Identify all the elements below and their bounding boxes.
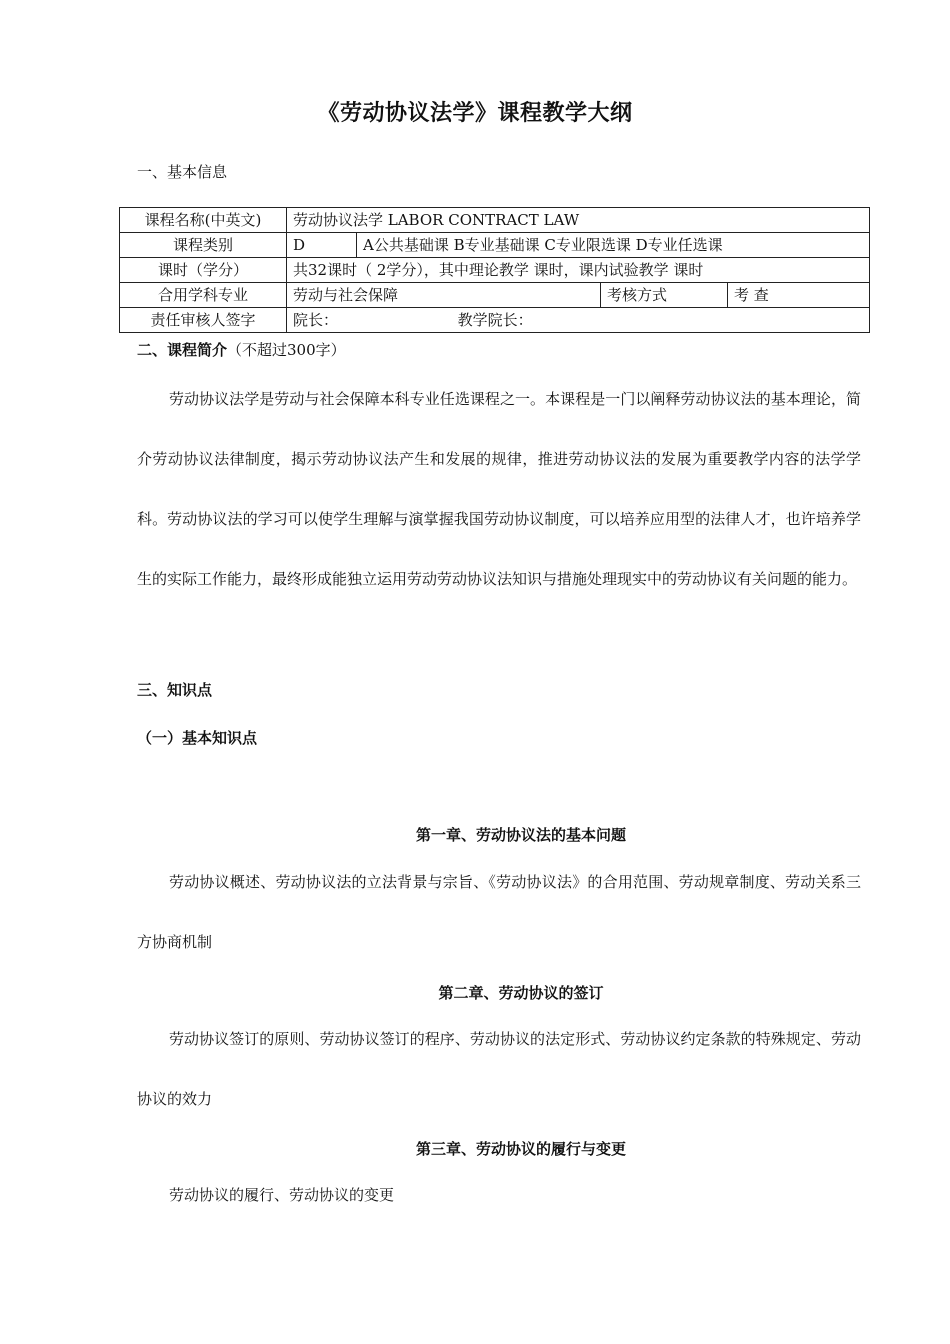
chapter-content: 劳动协议概述、劳动协议法的立法背景与宗旨、《劳动协议法》的合用范围、劳动规章制度、劳动关系三方协商机制 xyxy=(137,873,861,951)
course-category-code: D xyxy=(287,233,357,258)
section-intro-note: （不超过300字） xyxy=(227,341,346,359)
chapter-title: 第一章、劳动协议法的基本问题 xyxy=(415,826,626,844)
major-label: 合用学科专业 xyxy=(120,283,287,308)
signature-fields xyxy=(287,308,870,333)
hours-value: 共32课时（ 2学分），其中理论教学 课时，课内试验教学 课时 xyxy=(287,258,870,283)
table-row xyxy=(120,308,870,333)
chapter-content: 劳动协议的履行、劳动协议的变更 xyxy=(169,1186,395,1204)
course-category-label: 课程类别 xyxy=(120,233,287,258)
table-row xyxy=(120,208,870,233)
assessment-value: 考 查 xyxy=(728,283,870,308)
course-intro-paragraph: 劳动协议法学是劳动与社会保障本科专业任选课程之一。本课程是一门以阐释劳动协议法的基本理论，简介劳动协议法律制度，揭示劳动协议法产生和发展的规律，推进劳动协议法的发展为重要教学内容的法学学科。劳动协议法的学习可以使学生理解与演掌握我国劳动协议制度，可以培养应用型的法律人才，也许培养学生的实际工作能力，最终形成能独立运用劳动劳动协议法知识与措施处理现实中的劳动协议有关问题的能力。 xyxy=(137,390,861,588)
chapter-title: 第三章、劳动协议的履行与变更 xyxy=(415,1140,626,1158)
dean-signature: 院长： xyxy=(293,311,339,329)
table-row xyxy=(120,283,870,308)
section-knowledge-heading: 三、知识点 xyxy=(137,681,213,699)
section-basic-info-heading: 一、基本信息 xyxy=(137,163,228,181)
hours-label: 课时（学分） xyxy=(120,258,287,283)
section-intro-title: 二、课程简介 xyxy=(137,341,228,359)
chapter-title: 第二章、劳动协议的签订 xyxy=(438,984,604,1002)
chapter-content: 劳动协议签订的原则、劳动协议签订的程序、劳动协议的法定形式、劳动协议约定条款的特殊规定、劳动协议的效力 xyxy=(137,1030,861,1108)
table-row xyxy=(120,233,870,258)
table-row xyxy=(120,258,870,283)
subsection-basic-knowledge-heading: （一）基本知识点 xyxy=(137,729,258,747)
major-value: 劳动与社会保障 xyxy=(287,283,601,308)
assessment-label: 考核方式 xyxy=(601,283,728,308)
document-title: 《劳动协议法学》课程教学大纲 xyxy=(317,100,633,126)
course-category-options: A公共基础课 B专业基础课 C专业限选课 D专业任选课 xyxy=(357,233,870,258)
section-intro-heading xyxy=(137,339,346,360)
course-name-value: 劳动协议法学 LABOR CONTRACT LAW xyxy=(287,208,870,233)
teaching-dean-signature: 教学院长： xyxy=(457,311,533,329)
signature-label: 责任审核人签字 xyxy=(120,308,287,333)
basic-info-table xyxy=(119,207,870,333)
course-name-label: 课程名称(中英文) xyxy=(120,208,287,233)
